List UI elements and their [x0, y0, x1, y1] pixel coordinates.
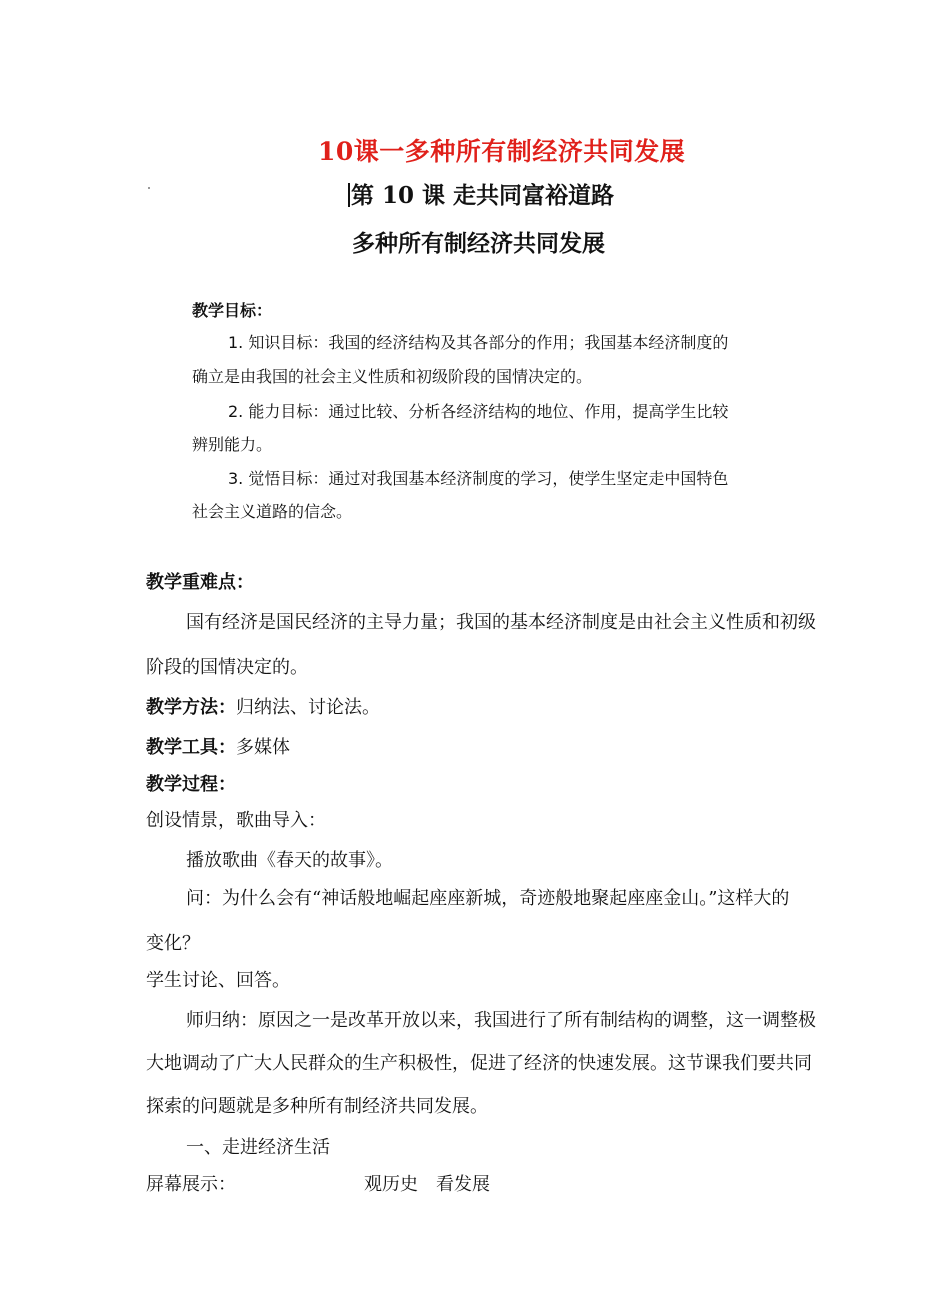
key-points-line: 国有经济是国民经济的主导力量；我国的基本经济制度是由社会主义性质和初级 [186, 612, 816, 633]
screen-value: 观历史 看发展 [364, 1174, 490, 1195]
text-cursor [348, 183, 350, 207]
method-label: 教学方法： [146, 697, 236, 718]
lesson-heading-text: 第 10 课 走共同富裕道路 [351, 182, 615, 209]
process-discuss: 学生讨论、回答。 [146, 970, 290, 991]
tools-value: 多媒体 [236, 737, 290, 758]
stray-mark [148, 187, 150, 189]
process-summary: 大地调动了广大人民群众的生产积极性，促进了经济的快速发展。这节课我们要共同 [146, 1053, 812, 1074]
key-points-line: 阶段的国情决定的。 [146, 657, 308, 678]
document-title: 10课一多种所有制经济共同发展 [318, 137, 686, 166]
process-intro: 创设情景，歌曲导入： [146, 810, 326, 831]
tools-row [146, 733, 290, 759]
process-question: 问：为什么会有“神话般地崛起座座新城，奇迹般地聚起座座金山。”这样大的 [186, 888, 790, 909]
process-summary: 师归纳：原因之一是改革开放以来，我国进行了所有制结构的调整，这一调整极 [186, 1010, 816, 1031]
objective-line: 1. 知识目标：我国的经济结构及其各部分的作用；我国基本经济制度的 [228, 333, 729, 352]
section-heading: 一、走进经济生活 [186, 1137, 330, 1158]
process-summary: 探索的问题就是多种所有制经济共同发展。 [146, 1096, 488, 1117]
lesson-subheading: 多种所有制经济共同发展 [352, 230, 605, 257]
method-value: 归纳法、讨论法。 [236, 697, 380, 718]
tools-label: 教学工具： [146, 737, 236, 758]
process-play: 播放歌曲《春天的故事》。 [186, 850, 393, 871]
key-points-label: 教学重难点： [146, 572, 254, 593]
objective-line: 社会主义道路的信念。 [192, 502, 353, 521]
objective-line: 确立是由我国的社会主义性质和初级阶段的国情决定的。 [192, 367, 593, 386]
objective-line: 3. 觉悟目标：通过对我国基本经济制度的学习，使学生坚定走中国特色 [228, 469, 729, 488]
objectives-label: 教学目标： [192, 301, 273, 320]
process-question: 变化？ [146, 933, 200, 954]
process-label: 教学过程： [146, 774, 236, 795]
objective-line: 2. 能力目标：通过比较、分析各经济结构的地位、作用，提高学生比较 [228, 402, 729, 421]
screen-label: 屏幕展示： [146, 1174, 236, 1195]
objective-line: 辨别能力。 [192, 435, 273, 454]
method-row [146, 693, 380, 719]
lesson-heading [348, 177, 614, 210]
